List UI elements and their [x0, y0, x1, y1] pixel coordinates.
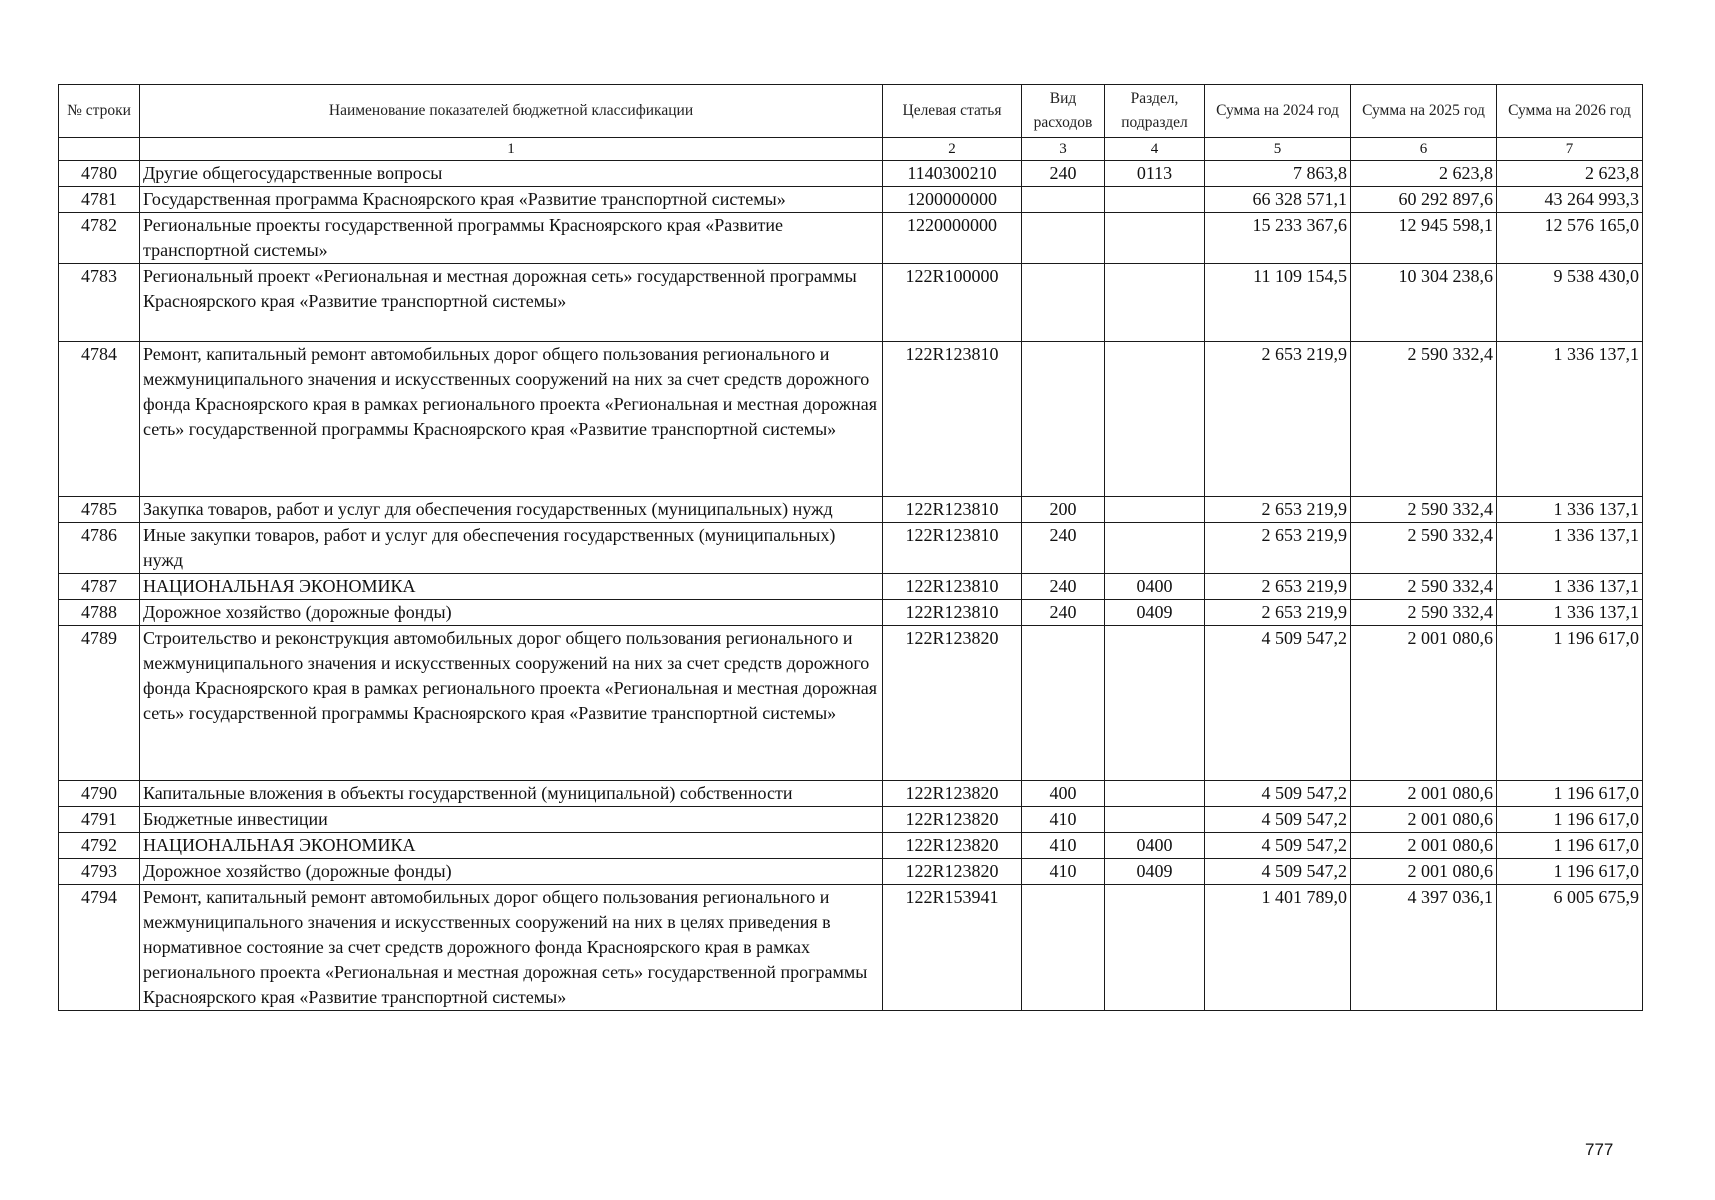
row-section: 0409: [1105, 859, 1205, 885]
row-sum-2025: 2 001 080,6: [1351, 859, 1497, 885]
row-sum-2024: 4 509 547,2: [1205, 859, 1351, 885]
row-sum-2024: 11 109 154,5: [1205, 264, 1351, 342]
row-number: 4788: [59, 600, 140, 626]
table-row: [59, 859, 1643, 885]
table-row: [59, 264, 1643, 342]
row-number: 4781: [59, 187, 140, 213]
header-row-no: № строки: [59, 85, 140, 138]
row-sum-2024: 4 509 547,2: [1205, 781, 1351, 807]
row-sum-2025: 2 001 080,6: [1351, 833, 1497, 859]
row-section: [1105, 497, 1205, 523]
row-name: Строительство и реконструкция автомобильных дорог общего пользования регионального и межмуниципального значения и искусственных сооружений на них за счет средств дорожного фонда Красноярского края в рамках регионального проекта «Региональная и местная дорожная сеть» государственной программы Красноярского края «Развитие транспортной системы»: [140, 626, 883, 781]
header-sum-2025: Сумма на 2025 год: [1351, 85, 1497, 138]
table-row: [59, 342, 1643, 497]
row-section: 0400: [1105, 574, 1205, 600]
row-sum-2024: 2 653 219,9: [1205, 600, 1351, 626]
row-sum-2024: 15 233 367,6: [1205, 213, 1351, 264]
row-expense-type: [1022, 264, 1105, 342]
budget-document: [58, 84, 1642, 1011]
row-number: 4793: [59, 859, 140, 885]
row-name: Дорожное хозяйство (дорожные фонды): [140, 859, 883, 885]
page-number: 777: [1585, 1140, 1614, 1159]
row-name: Государственная программа Красноярского края «Развитие транспортной системы»: [140, 187, 883, 213]
row-sum-2026: 1 196 617,0: [1497, 833, 1643, 859]
row-sum-2026: 1 196 617,0: [1497, 807, 1643, 833]
row-number: 4791: [59, 807, 140, 833]
row-sum-2025: 2 590 332,4: [1351, 342, 1497, 497]
column-number: 1: [140, 138, 883, 161]
row-name: Иные закупки товаров, работ и услуг для обеспечения государственных (муниципальных) нужд: [140, 523, 883, 574]
column-number: 2: [883, 138, 1022, 161]
column-number: [59, 138, 140, 161]
row-expense-type: [1022, 885, 1105, 1011]
row-sum-2024: 2 653 219,9: [1205, 523, 1351, 574]
row-expense-type: 240: [1022, 600, 1105, 626]
row-expense-type: 410: [1022, 807, 1105, 833]
row-number: 4786: [59, 523, 140, 574]
row-sum-2025: 2 590 332,4: [1351, 574, 1497, 600]
row-expense-type: 240: [1022, 574, 1105, 600]
row-name: Другие общегосударственные вопросы: [140, 161, 883, 187]
row-sum-2025: 2 590 332,4: [1351, 600, 1497, 626]
row-sum-2026: 2 623,8: [1497, 161, 1643, 187]
row-sum-2026: 43 264 993,3: [1497, 187, 1643, 213]
budget-table: [58, 84, 1643, 1011]
row-target-code: 122R123820: [883, 833, 1022, 859]
row-sum-2024: 4 509 547,2: [1205, 833, 1351, 859]
row-number: 4789: [59, 626, 140, 781]
table-row: [59, 833, 1643, 859]
row-sum-2025: 60 292 897,6: [1351, 187, 1497, 213]
header-section: Раздел, подраздел: [1105, 85, 1205, 138]
row-name: НАЦИОНАЛЬНАЯ ЭКОНОМИКА: [140, 833, 883, 859]
row-name: Дорожное хозяйство (дорожные фонды): [140, 600, 883, 626]
table-row: [59, 187, 1643, 213]
row-sum-2026: 12 576 165,0: [1497, 213, 1643, 264]
row-name: НАЦИОНАЛЬНАЯ ЭКОНОМИКА: [140, 574, 883, 600]
row-name: Ремонт, капитальный ремонт автомобильных дорог общего пользования регионального и межмуниципального значения и искусственных сооружений на них в целях приведения в нормативное состояние за счет средств дорожного фонда Красноярского края в рамках регионального проекта «Региональная и местная дорожная сеть» государственной программы Красноярского края «Развитие транспортной системы»: [140, 885, 883, 1011]
row-expense-type: [1022, 187, 1105, 213]
row-sum-2025: 12 945 598,1: [1351, 213, 1497, 264]
row-section: [1105, 807, 1205, 833]
row-sum-2024: 2 653 219,9: [1205, 574, 1351, 600]
row-sum-2026: 1 336 137,1: [1497, 342, 1643, 497]
row-sum-2025: 2 590 332,4: [1351, 497, 1497, 523]
row-sum-2026: 9 538 430,0: [1497, 264, 1643, 342]
row-target-code: 1140300210: [883, 161, 1022, 187]
row-section: [1105, 885, 1205, 1011]
row-sum-2024: 7 863,8: [1205, 161, 1351, 187]
row-target-code: 122R123810: [883, 497, 1022, 523]
column-number: 7: [1497, 138, 1643, 161]
row-expense-type: 200: [1022, 497, 1105, 523]
table-row: [59, 807, 1643, 833]
table-row: [59, 626, 1643, 781]
row-sum-2025: 2 001 080,6: [1351, 781, 1497, 807]
header-sum-2024: Сумма на 2024 год: [1205, 85, 1351, 138]
header-expense-type: Вид расходов: [1022, 85, 1105, 138]
column-number-row: [59, 138, 1643, 161]
row-target-code: 122R100000: [883, 264, 1022, 342]
row-sum-2024: 66 328 571,1: [1205, 187, 1351, 213]
column-number: 6: [1351, 138, 1497, 161]
header-target: Целевая статья: [883, 85, 1022, 138]
row-expense-type: [1022, 342, 1105, 497]
row-sum-2025: 2 001 080,6: [1351, 807, 1497, 833]
table-row: [59, 885, 1643, 1011]
row-number: 4790: [59, 781, 140, 807]
row-number: 4794: [59, 885, 140, 1011]
row-number: 4782: [59, 213, 140, 264]
row-target-code: 122R153941: [883, 885, 1022, 1011]
row-sum-2026: 6 005 675,9: [1497, 885, 1643, 1011]
row-section: [1105, 342, 1205, 497]
row-section: [1105, 626, 1205, 781]
table-row: [59, 523, 1643, 574]
row-section: [1105, 523, 1205, 574]
row-sum-2026: 1 196 617,0: [1497, 781, 1643, 807]
row-target-code: 122R123820: [883, 781, 1022, 807]
row-expense-type: 240: [1022, 161, 1105, 187]
row-target-code: 122R123820: [883, 626, 1022, 781]
row-section: [1105, 781, 1205, 807]
row-name: Региональные проекты государственной программы Красноярского края «Развитие транспортной системы»: [140, 213, 883, 264]
row-sum-2025: 4 397 036,1: [1351, 885, 1497, 1011]
row-number: 4784: [59, 342, 140, 497]
row-sum-2025: 2 001 080,6: [1351, 626, 1497, 781]
table-row: [59, 600, 1643, 626]
table-row: [59, 781, 1643, 807]
row-target-code: 1220000000: [883, 213, 1022, 264]
row-name: Закупка товаров, работ и услуг для обеспечения государственных (муниципальных) нужд: [140, 497, 883, 523]
row-section: 0409: [1105, 600, 1205, 626]
row-expense-type: [1022, 626, 1105, 781]
row-sum-2026: 1 336 137,1: [1497, 574, 1643, 600]
row-sum-2024: 2 653 219,9: [1205, 342, 1351, 497]
row-section: [1105, 213, 1205, 264]
row-name: Региональный проект «Региональная и местная дорожная сеть» государственной программы Красноярского края «Развитие транспортной системы»: [140, 264, 883, 342]
table-row: [59, 497, 1643, 523]
row-sum-2026: 1 196 617,0: [1497, 626, 1643, 781]
row-sum-2024: 1 401 789,0: [1205, 885, 1351, 1011]
row-expense-type: 410: [1022, 833, 1105, 859]
row-sum-2025: 2 590 332,4: [1351, 523, 1497, 574]
row-target-code: 122R123810: [883, 574, 1022, 600]
table-header-row: [59, 85, 1643, 138]
table-row: [59, 213, 1643, 264]
table-row: [59, 161, 1643, 187]
row-number: 4792: [59, 833, 140, 859]
row-name: Капитальные вложения в объекты государственной (муниципальной) собственности: [140, 781, 883, 807]
row-sum-2024: 2 653 219,9: [1205, 497, 1351, 523]
row-sum-2026: 1 336 137,1: [1497, 523, 1643, 574]
row-target-code: 122R123810: [883, 342, 1022, 497]
row-expense-type: [1022, 213, 1105, 264]
row-expense-type: 400: [1022, 781, 1105, 807]
header-name: Наименование показателей бюджетной классификации: [140, 85, 883, 138]
row-number: 4783: [59, 264, 140, 342]
column-number: 5: [1205, 138, 1351, 161]
row-sum-2026: 1 336 137,1: [1497, 497, 1643, 523]
row-target-code: 1200000000: [883, 187, 1022, 213]
row-sum-2026: 1 336 137,1: [1497, 600, 1643, 626]
row-sum-2024: 4 509 547,2: [1205, 626, 1351, 781]
column-number: 4: [1105, 138, 1205, 161]
row-expense-type: 240: [1022, 523, 1105, 574]
row-section: [1105, 264, 1205, 342]
row-name: Бюджетные инвестиции: [140, 807, 883, 833]
row-section: 0113: [1105, 161, 1205, 187]
table-row: [59, 574, 1643, 600]
header-sum-2026: Сумма на 2026 год: [1497, 85, 1643, 138]
row-expense-type: 410: [1022, 859, 1105, 885]
row-target-code: 122R123820: [883, 859, 1022, 885]
row-sum-2026: 1 196 617,0: [1497, 859, 1643, 885]
row-section: 0400: [1105, 833, 1205, 859]
row-number: 4785: [59, 497, 140, 523]
row-section: [1105, 187, 1205, 213]
row-sum-2025: 2 623,8: [1351, 161, 1497, 187]
row-target-code: 122R123820: [883, 807, 1022, 833]
row-number: 4780: [59, 161, 140, 187]
row-name: Ремонт, капитальный ремонт автомобильных дорог общего пользования регионального и межмуниципального значения и искусственных сооружений на них за счет средств дорожного фонда Красноярского края в рамках регионального проекта «Региональная и местная дорожная сеть» государственной программы Красноярского края «Развитие транспортной системы»: [140, 342, 883, 497]
row-number: 4787: [59, 574, 140, 600]
row-target-code: 122R123810: [883, 600, 1022, 626]
row-target-code: 122R123810: [883, 523, 1022, 574]
row-sum-2025: 10 304 238,6: [1351, 264, 1497, 342]
column-number: 3: [1022, 138, 1105, 161]
row-sum-2024: 4 509 547,2: [1205, 807, 1351, 833]
